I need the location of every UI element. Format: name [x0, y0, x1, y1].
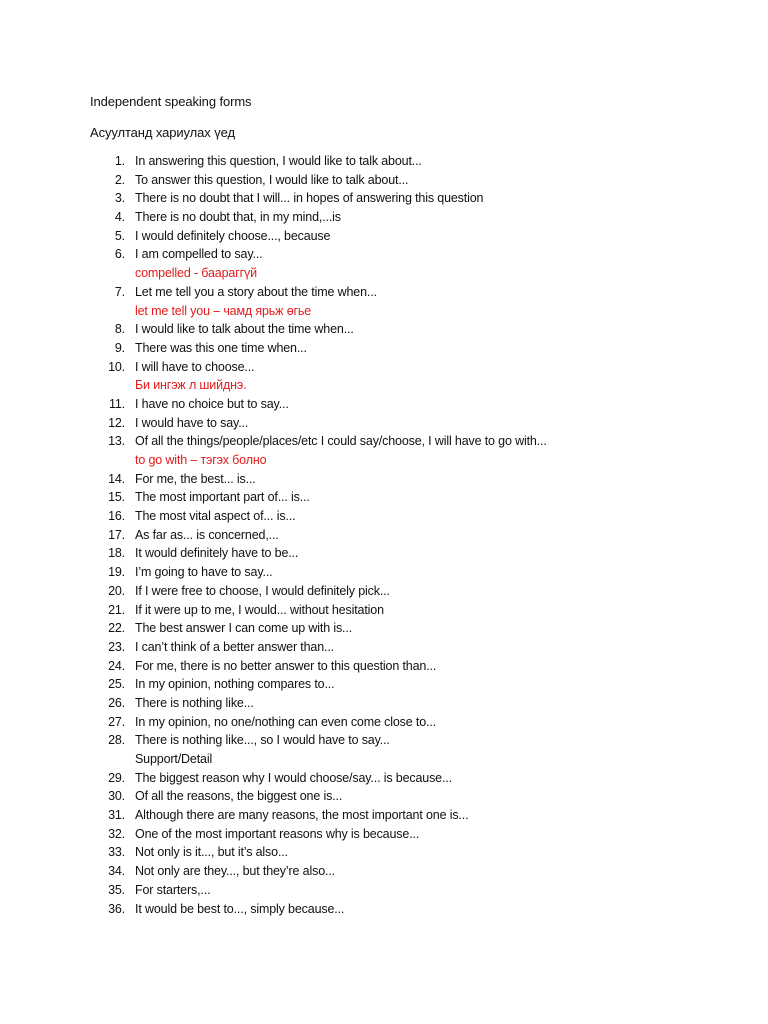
list-item-text: It would be best to..., simply because... — [135, 901, 345, 916]
list-item-number: 8. — [114, 322, 125, 337]
list-item-text: There is nothing like... — [135, 695, 254, 710]
list-item-text: In my opinion, nothing compares to... — [135, 677, 335, 692]
list-item-number: 11. — [109, 396, 125, 411]
list-item-text: I will have to choose... — [135, 359, 255, 374]
list-item — [0, 619, 768, 638]
list-item-number: 5. — [114, 228, 125, 243]
list-item-text: I can’t think of a better answer than... — [135, 639, 334, 654]
list-item-text: It would definitely have to be... — [135, 546, 299, 561]
list-item — [0, 694, 768, 713]
list-item-number: 26. — [108, 695, 125, 710]
list-item — [0, 769, 768, 788]
list-item-text: In answering this question, I would like to talk about... — [135, 154, 422, 168]
list-item-text: Let me tell you a story about the time when... — [135, 284, 377, 299]
list-item-number: 9. — [114, 340, 125, 355]
list-item-number: 31. — [108, 808, 125, 823]
list-item — [0, 713, 768, 732]
list-item-number: 25. — [108, 677, 125, 692]
list-item — [0, 283, 768, 302]
list-item-text: The most vital aspect of... is... — [135, 509, 296, 524]
list-item — [0, 432, 768, 451]
list-item-number: 29. — [108, 770, 125, 785]
list-item — [0, 881, 768, 900]
list-item — [0, 900, 768, 919]
list-item — [0, 395, 768, 414]
list-item — [0, 152, 768, 171]
list-item-number: 32. — [108, 826, 125, 841]
list-item-number: 16. — [108, 509, 125, 524]
list-item-text: I have no choice but to say... — [135, 396, 289, 411]
list-item-text: to go with – тэгэх болно — [135, 453, 267, 467]
list-item-text: One of the most important reasons why is because... — [135, 826, 420, 841]
translation-note — [0, 302, 768, 321]
list-item-number: 36. — [108, 901, 125, 916]
list-item-text: Not only are they..., but they’re also... — [135, 864, 335, 879]
list-item — [0, 470, 768, 489]
list-item — [0, 171, 768, 190]
list-item — [0, 582, 768, 601]
list-item-text: Support/Detail — [135, 752, 213, 766]
list-item-number: 1. — [114, 154, 125, 168]
list-item-text: There is no doubt that, in my mind,...is — [135, 210, 341, 225]
list-item — [0, 339, 768, 358]
list-item — [0, 787, 768, 806]
list-item-text: Би ингэж л шийднэ. — [135, 378, 247, 393]
list-item-number: 21. — [108, 602, 125, 617]
list-item-text: I would definitely choose..., because — [135, 228, 331, 243]
translation-note — [0, 451, 768, 470]
list-item — [0, 507, 768, 526]
list-item — [0, 414, 768, 433]
list-item — [0, 189, 768, 208]
document-title: Independent speaking forms — [90, 94, 252, 109]
list-item-text: let me tell you – чамд ярьж өгье — [135, 303, 312, 318]
list-item-number: 13. — [108, 434, 125, 449]
list-item-text: There is nothing like..., so I would have to say... — [135, 733, 390, 748]
list-item — [0, 563, 768, 582]
list-item-number: 14. — [108, 471, 125, 486]
list-item-text: For starters,... — [135, 882, 211, 897]
translation-note — [0, 264, 768, 283]
list-item-text: There is no doubt that I will... in hopes of answering this question — [135, 191, 484, 206]
list-item-number: 4. — [114, 210, 125, 225]
list-item-number: 28. — [108, 733, 125, 748]
list-item-text: To answer this question, I would like to talk about... — [135, 172, 409, 187]
list-item — [0, 208, 768, 227]
list-item-text: compelled - баараггүй — [135, 266, 257, 281]
document-subtitle: Асуултанд хариулах үед — [90, 125, 235, 140]
list-item — [0, 843, 768, 862]
list-item-text: I would have to say... — [135, 415, 249, 430]
translation-note — [0, 376, 768, 395]
list-item — [0, 638, 768, 657]
list-item-number: 34. — [108, 864, 125, 879]
list-item — [0, 675, 768, 694]
list-item — [0, 227, 768, 246]
list-item-number: 33. — [108, 845, 125, 860]
list-item-text: Although there are many reasons, the most important one is... — [135, 808, 469, 823]
list-item-text: The biggest reason why I would choose/say... is because... — [135, 770, 452, 785]
list-item-text: Not only is it..., but it’s also... — [135, 845, 288, 860]
list-item — [0, 526, 768, 545]
list-item-text: Of all the things/people/places/etc I could say/choose, I will have to go with... — [135, 434, 547, 449]
list-item — [0, 825, 768, 844]
list-item — [0, 245, 768, 264]
list-item-number: 2. — [114, 172, 125, 187]
list-item — [0, 806, 768, 825]
list-item-number: 24. — [108, 658, 125, 673]
list-item-text: There was this one time when... — [135, 340, 307, 355]
list-item — [0, 358, 768, 377]
list-item-text: For me, there is no better answer to this question than... — [135, 658, 437, 673]
list-item-number: 22. — [108, 621, 125, 636]
list-item-number: 3. — [114, 191, 125, 206]
list-item-number: 23. — [108, 639, 125, 654]
list-item-text: The most important part of... is... — [135, 490, 310, 505]
list-item-text: The best answer I can come up with is... — [135, 621, 353, 636]
list-item-number: 35. — [108, 882, 125, 897]
list-item-number: 30. — [108, 789, 125, 804]
list-item-number: 7. — [114, 284, 125, 299]
list-item-number: 15. — [108, 490, 125, 505]
list-item-text: If it were up to me, I would... without hesitation — [135, 602, 384, 617]
list-item-text: Of all the reasons, the biggest one is... — [135, 789, 343, 804]
list-item-number: 20. — [108, 583, 125, 598]
list-item — [0, 862, 768, 881]
list-item-text: If I were free to choose, I would definitely pick... — [135, 583, 390, 598]
list-item — [0, 488, 768, 507]
list-item-number: 18. — [108, 546, 125, 561]
list-item-number: 17. — [108, 527, 125, 542]
list-item — [0, 731, 768, 750]
list-item — [0, 544, 768, 563]
list-item-number: 6. — [114, 247, 125, 262]
list-item-number: 27. — [108, 714, 125, 729]
list-item — [0, 320, 768, 339]
list-item-text: I would like to talk about the time when... — [135, 322, 354, 337]
list-item — [0, 657, 768, 676]
list-item — [0, 601, 768, 620]
list-item-text: As far as... is concerned,... — [135, 527, 279, 542]
list-item-number: 12. — [108, 415, 125, 430]
list-item-number: 19. — [108, 565, 125, 580]
list-item-text: I am compelled to say... — [135, 247, 263, 262]
list-item-text: In my opinion, no one/nothing can even come close to... — [135, 714, 436, 729]
list-item-text: I’m going to have to say... — [135, 565, 273, 580]
list-item-text: For me, the best... is... — [135, 471, 256, 486]
list-item-number: 10. — [108, 359, 125, 374]
phrase-list — [0, 152, 768, 918]
section-label — [0, 750, 768, 769]
